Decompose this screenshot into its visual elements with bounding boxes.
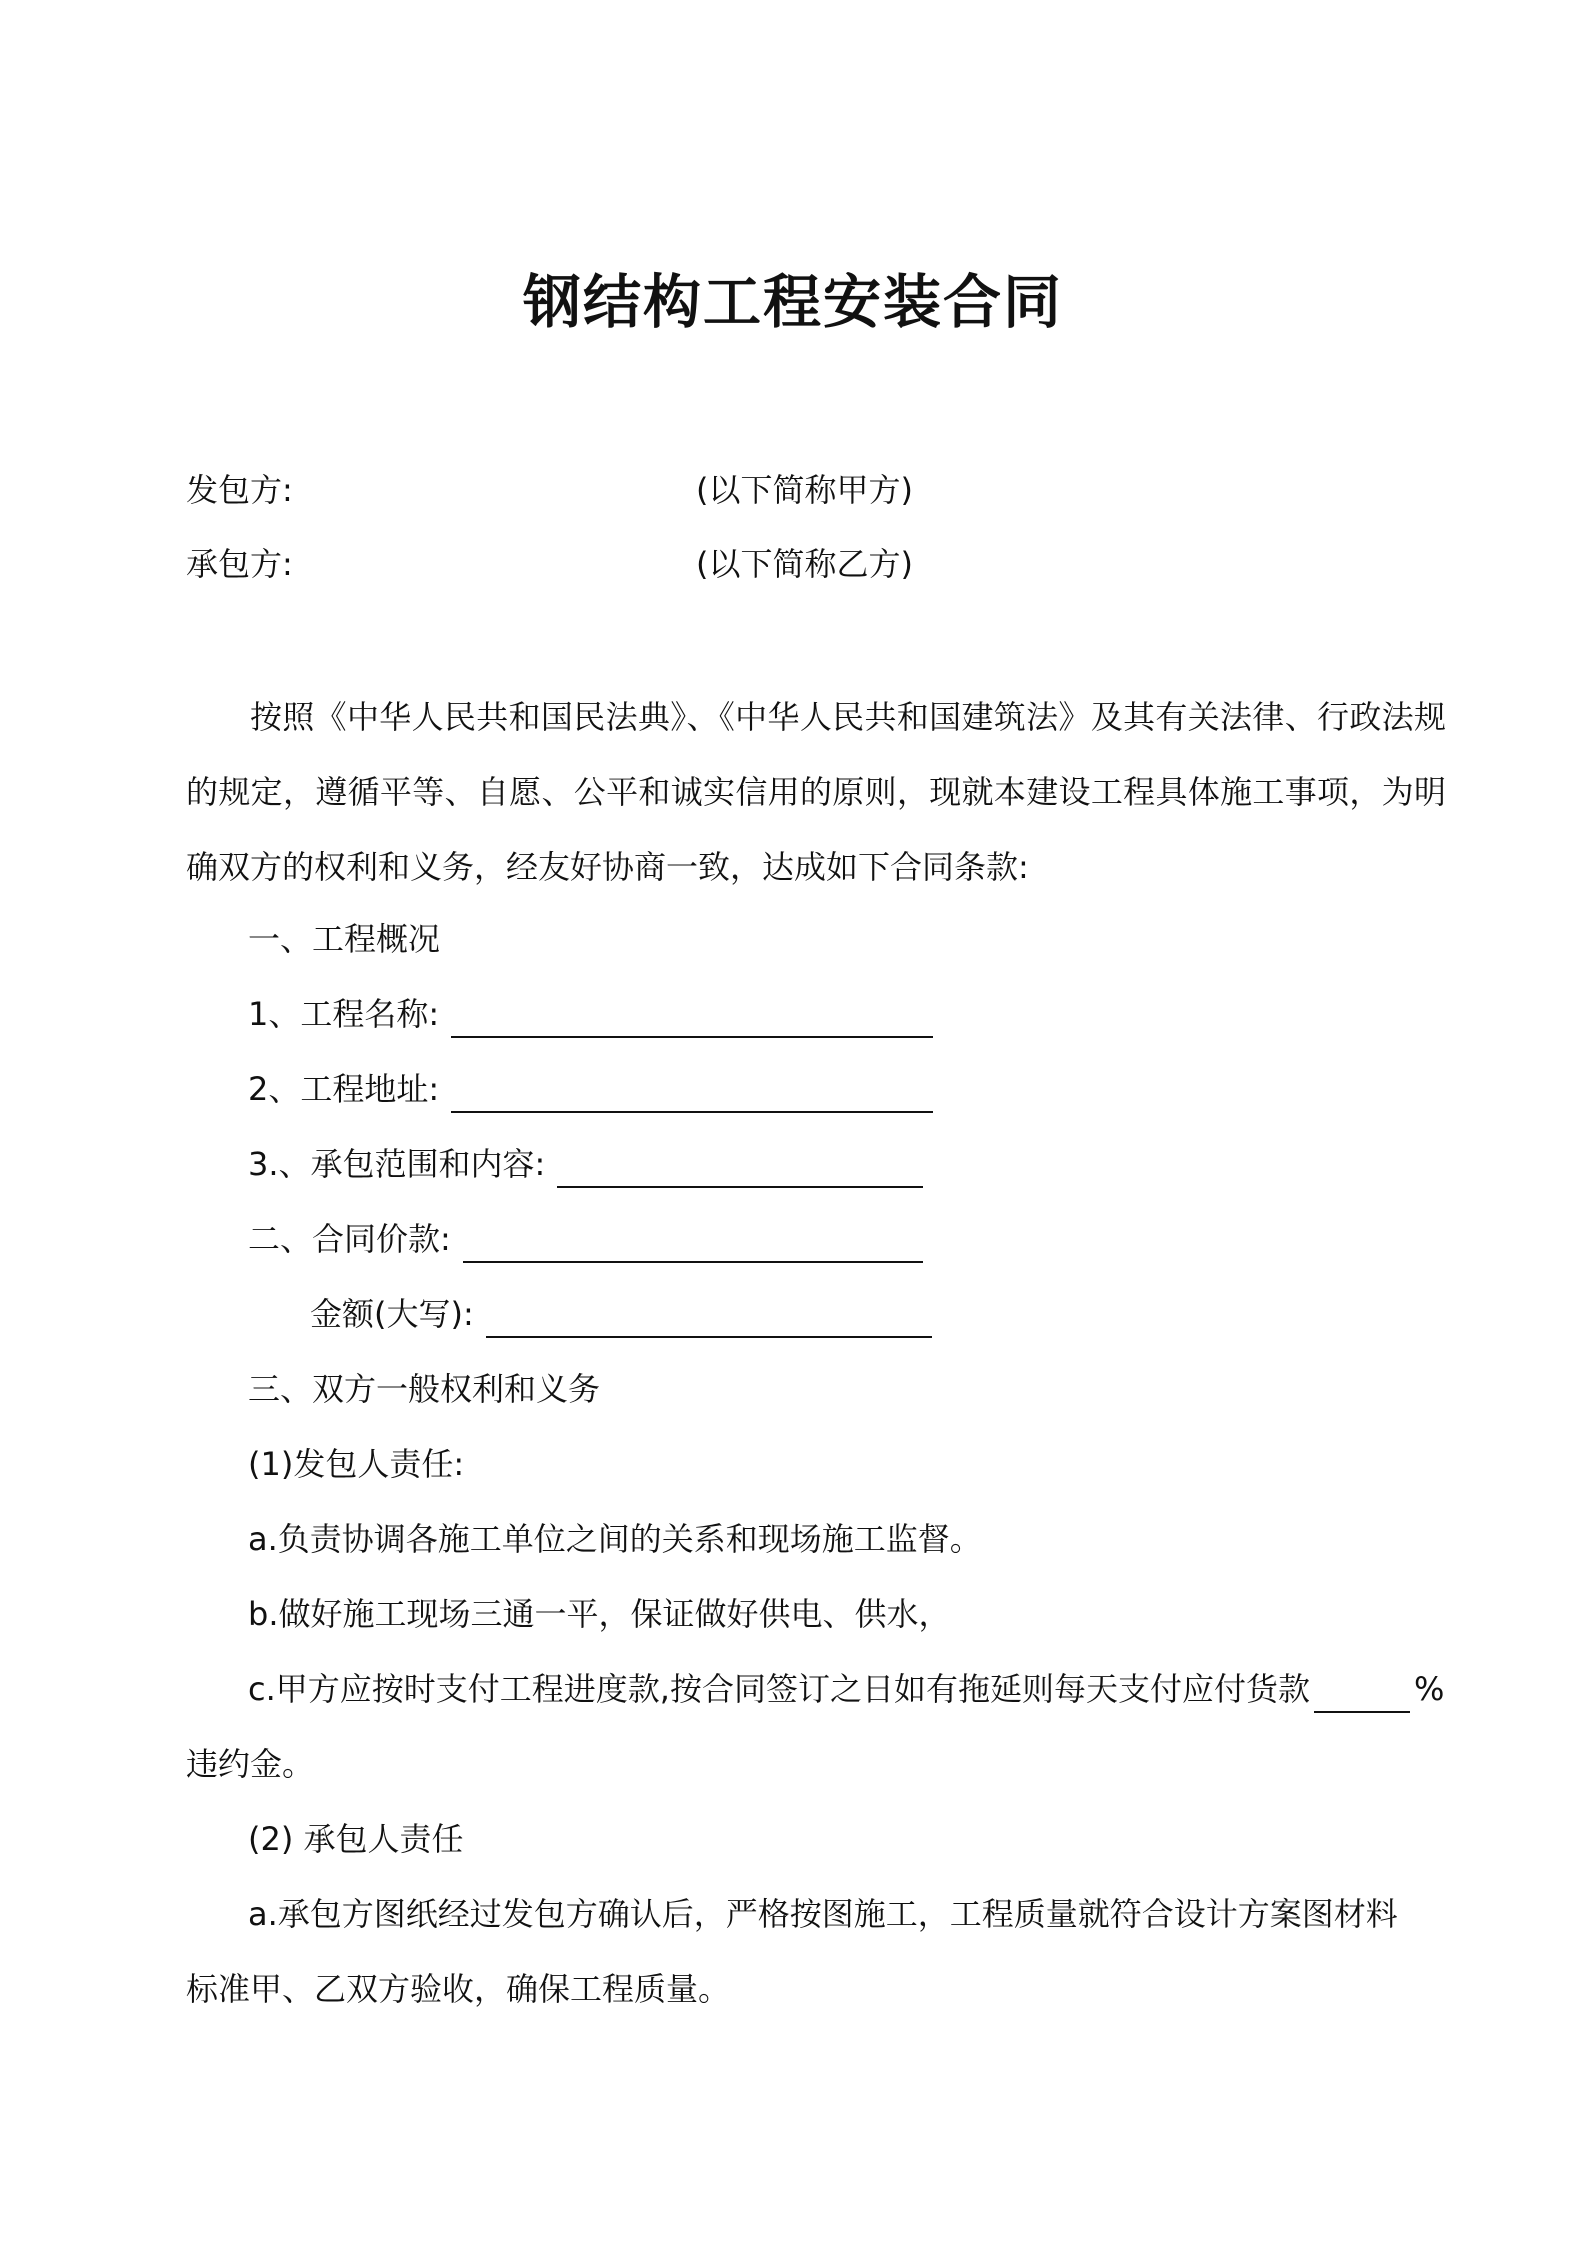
employer-duty-a: a.负责协调各施工单位之间的关系和现场施工监督。 (248, 1520, 982, 1558)
project-name-blank[interactable] (451, 998, 933, 1038)
amount-row (310, 1290, 932, 1338)
amount-label: 金额(大写): (310, 1295, 474, 1333)
employer-note: (以下简称甲方) (696, 471, 913, 509)
project-name-label: 1、工程名称: (248, 995, 440, 1033)
project-address-label: 2、工程地址: (248, 1070, 440, 1108)
project-address-blank[interactable] (451, 1073, 933, 1113)
contract-price-row (248, 1215, 923, 1263)
contract-price-label: 二、合同价款: (248, 1220, 451, 1258)
employer-duty-heading: (1)发包人责任: (248, 1445, 465, 1483)
section3-heading: 三、双方一般权利和义务 (248, 1370, 601, 1408)
penalty-rate-blank[interactable] (1314, 1673, 1410, 1713)
contractor-duty-a-line2: 标准甲、乙双方验收，确保工程质量。 (186, 1970, 731, 2008)
amount-blank[interactable] (486, 1298, 932, 1338)
preamble-paragraph: 按照《中华人民共和国民法典》、《中华人民共和国建筑法》及其有关法律、行政法规的规定，遵循平等、自愿、公平和诚实信用的原则，现就本建设工程具体施工事项，为明确双方的权利和义务，经友好协商一致，达成如下合同条款: (186, 698, 1446, 886)
document-title: 钢结构工程安装合同 (522, 268, 1063, 336)
section1-heading: 一、工程概况 (248, 920, 441, 958)
contractor-duty-a-line1: a.承包方图纸经过发包方确认后，严格按图施工，工程质量就符合设计方案图材料 (248, 1895, 1398, 1933)
contractor-note: (以下简称乙方) (696, 545, 913, 583)
employer-duty-c (248, 1665, 1444, 1713)
employer-duty-b: b.做好施工现场三通一平，保证做好供电、供水， (248, 1595, 951, 1633)
contract-price-blank[interactable] (463, 1223, 923, 1263)
employer-duty-c-text: c.甲方应按时支付工程进度款,按合同签订之日如有拖延则每天支付应付货款 (248, 1670, 1310, 1708)
contractor-label: 承包方: (186, 545, 293, 583)
contractor-duty-heading: (2) 承包人责任 (248, 1820, 464, 1858)
scope-label: 3.、承包范围和内容: (248, 1145, 546, 1183)
employer-label: 发包方: (186, 471, 293, 509)
project-name-row (248, 990, 933, 1038)
percent-sign: % (1413, 1670, 1445, 1708)
employer-duty-c-continued: 违约金。 (186, 1745, 315, 1783)
scope-row (248, 1140, 923, 1188)
project-address-row (248, 1065, 933, 1113)
scope-blank[interactable] (557, 1148, 923, 1188)
